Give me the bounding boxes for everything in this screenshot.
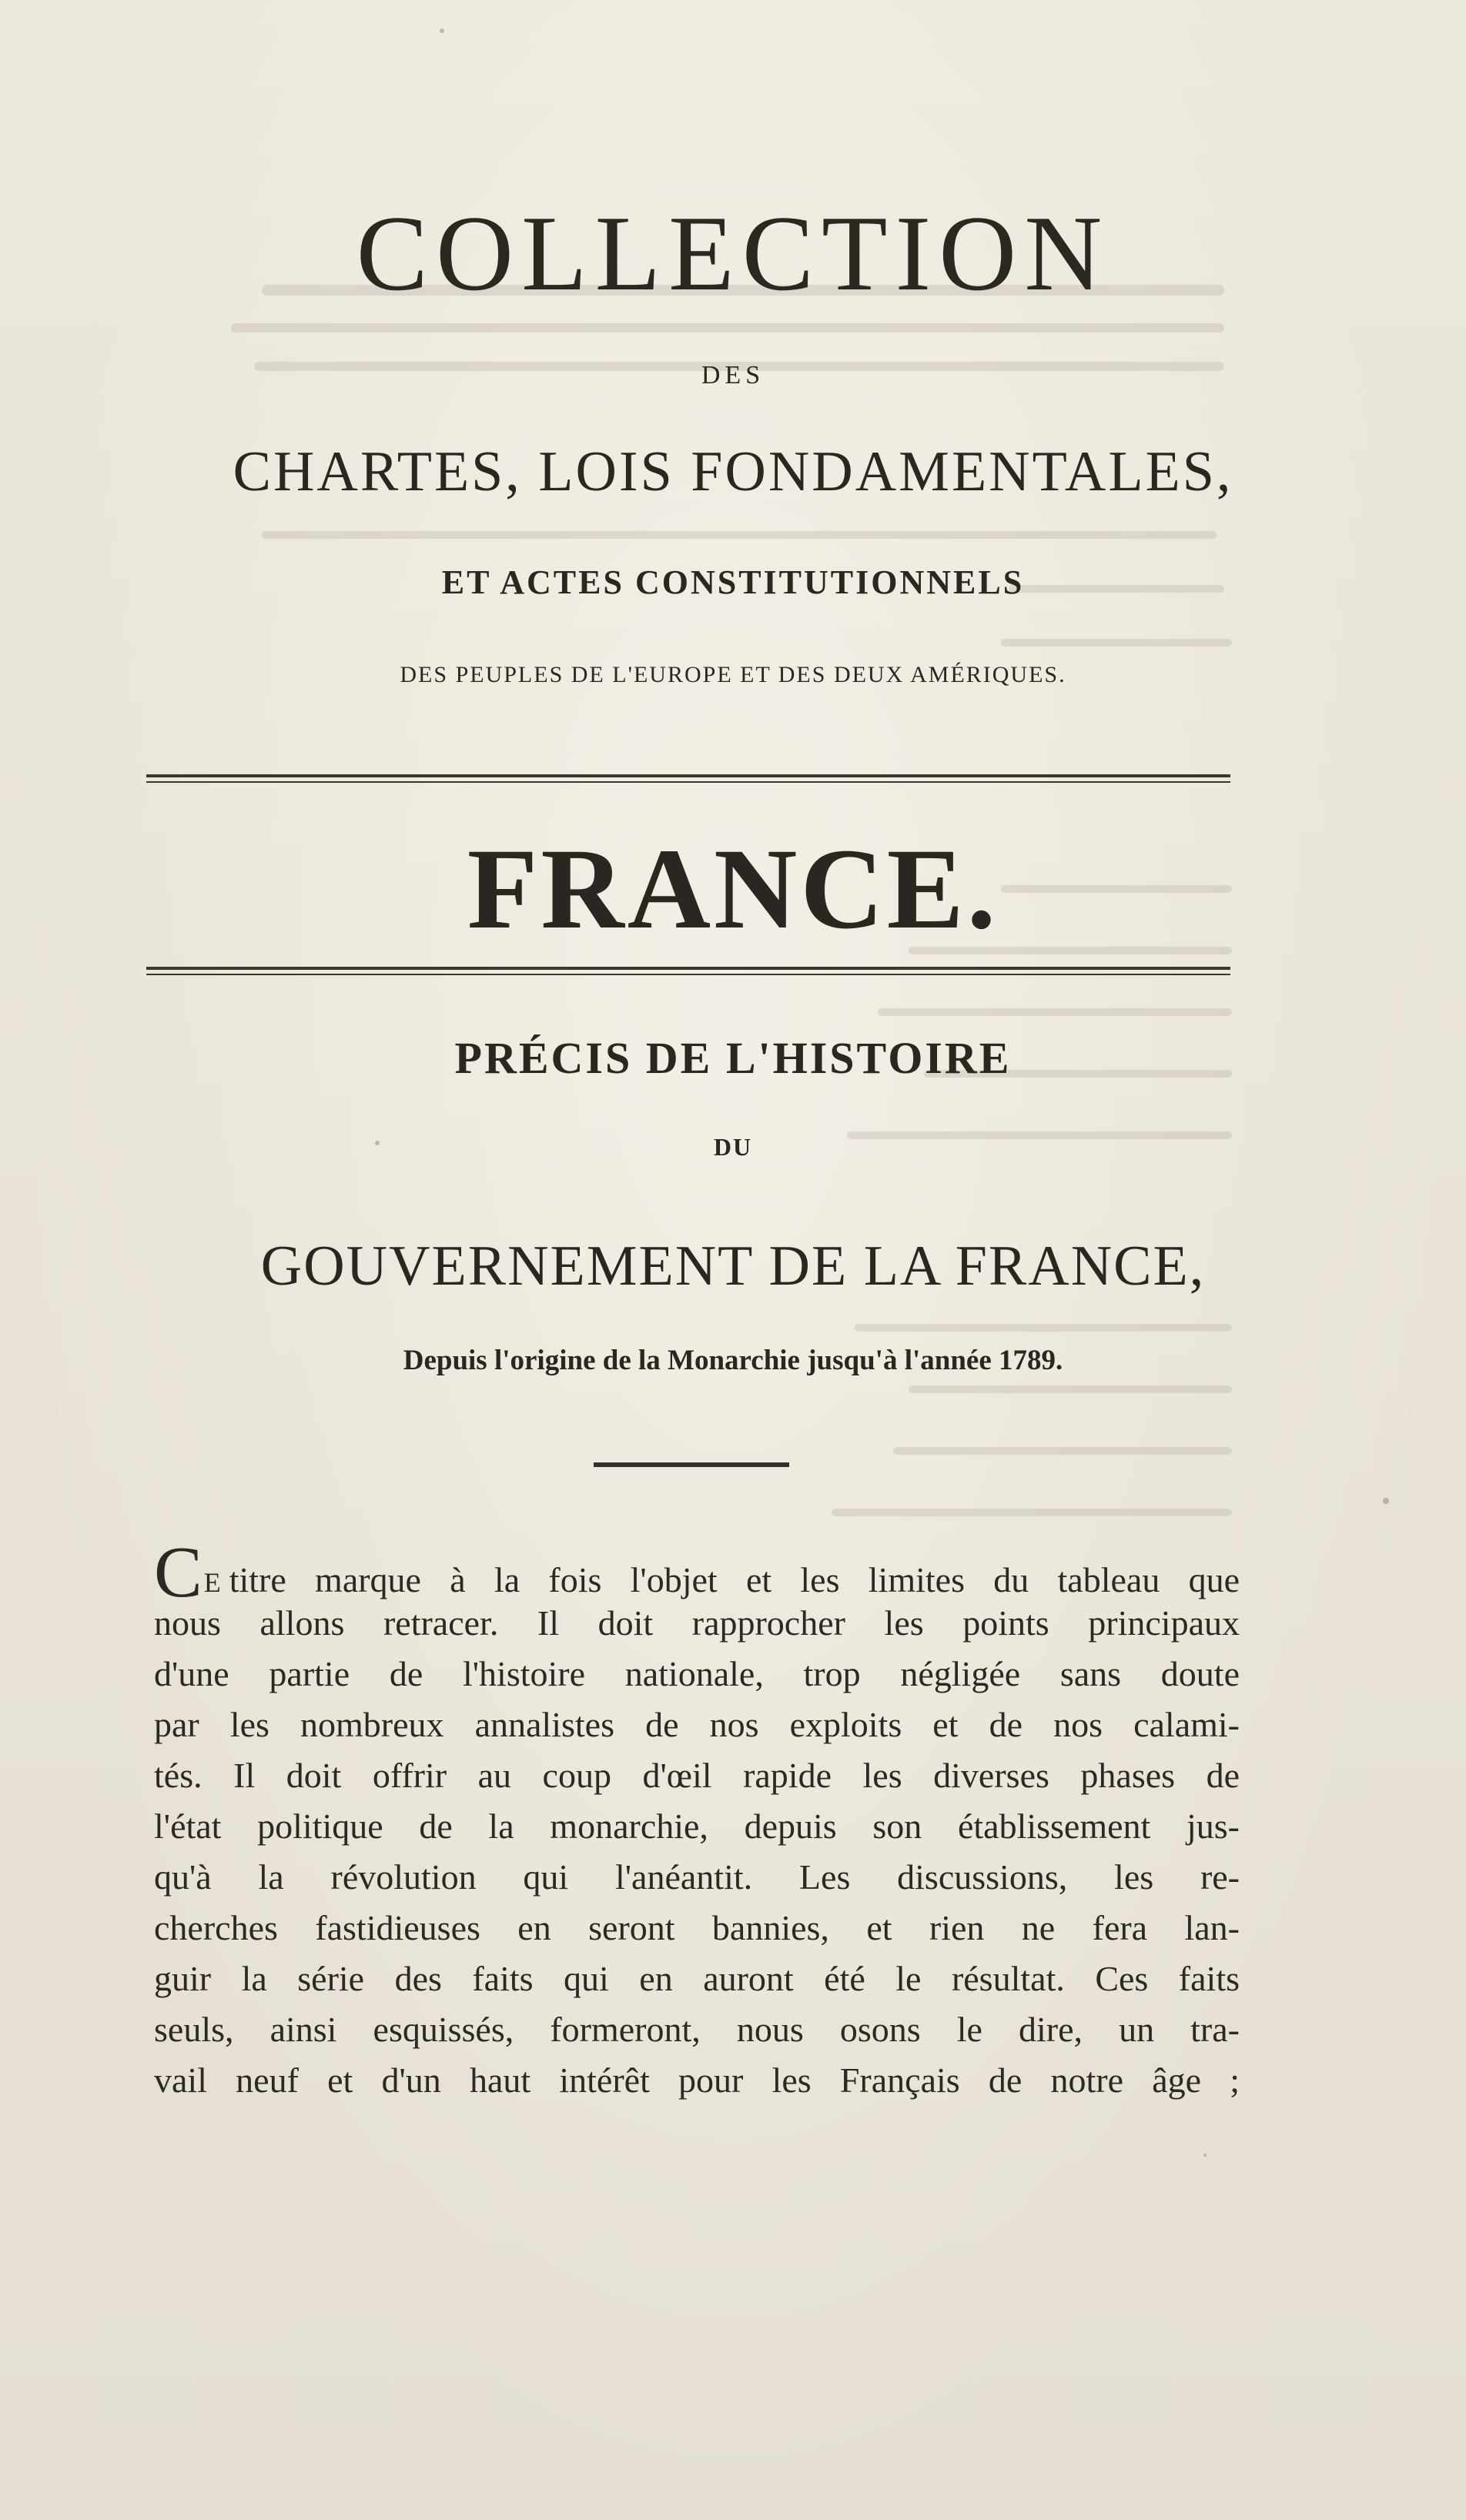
date-range-subtitle: Depuis l'origine de la Monarchie jusqu'à l'année 1789. [403,1345,1063,1376]
body-line: vail neuf et d'un haut intérêt pour les Français de notre âge ; [154,2060,1240,2100]
body-line: d'une partie de l'histoire nationale, trop négligée sans doute [154,1654,1240,1693]
double-rule-top [146,774,1230,783]
gouvernement-heading: GOUVERNEMENT DE LA FRANCE, [260,1235,1206,1298]
des-label: DES [701,361,765,389]
body-line: qu'à la révolution qui l'anéantit. Les discussions, les re- [154,1857,1240,1897]
drop-cap-rest: E [203,1567,222,1598]
body-line: tés. Il doit offrir au coup d'œil rapide les diverses phases de [154,1756,1240,1795]
body-line: seuls, ainsi esquissés, formeront, nous osons le dire, un tra- [154,2010,1240,2049]
body-line: guir la série des faits qui en auront été le résultat. Ces faits [154,1959,1240,1998]
drop-cap: C [154,1532,202,1613]
body-line: cherches fastidieuses en seront bannies, et rien ne fera lan- [154,1908,1240,1947]
body-line: CE titre marque à la fois l'objet et les limites du tableau que [154,1532,1240,1613]
section-divider [594,1462,789,1467]
chartes-heading: CHARTES, LOIS FONDAMENTALES, [233,440,1233,503]
peuples-subheading: DES PEUPLES DE L'EUROPE ET DES DEUX AMÉRIQUES. [400,662,1066,687]
body-line: nous allons retracer. Il doit rapprocher les points principaux [154,1603,1240,1643]
body-line: par les nombreux annalistes de nos exploits et de nos calami- [154,1705,1240,1744]
precis-heading: PRÉCIS DE L'HISTOIRE [454,1033,1012,1083]
double-rule-bottom [146,967,1230,975]
body-line: l'état politique de la monarchie, depuis son établissement jus- [154,1806,1240,1846]
body-paragraph [154,1532,1240,2106]
du-label: DU [713,1133,753,1161]
actes-heading: ET ACTES CONSTITUTIONNELS [441,563,1025,601]
collection-title: COLLECTION [356,194,1110,313]
section-title: FRANCE. [467,825,999,953]
